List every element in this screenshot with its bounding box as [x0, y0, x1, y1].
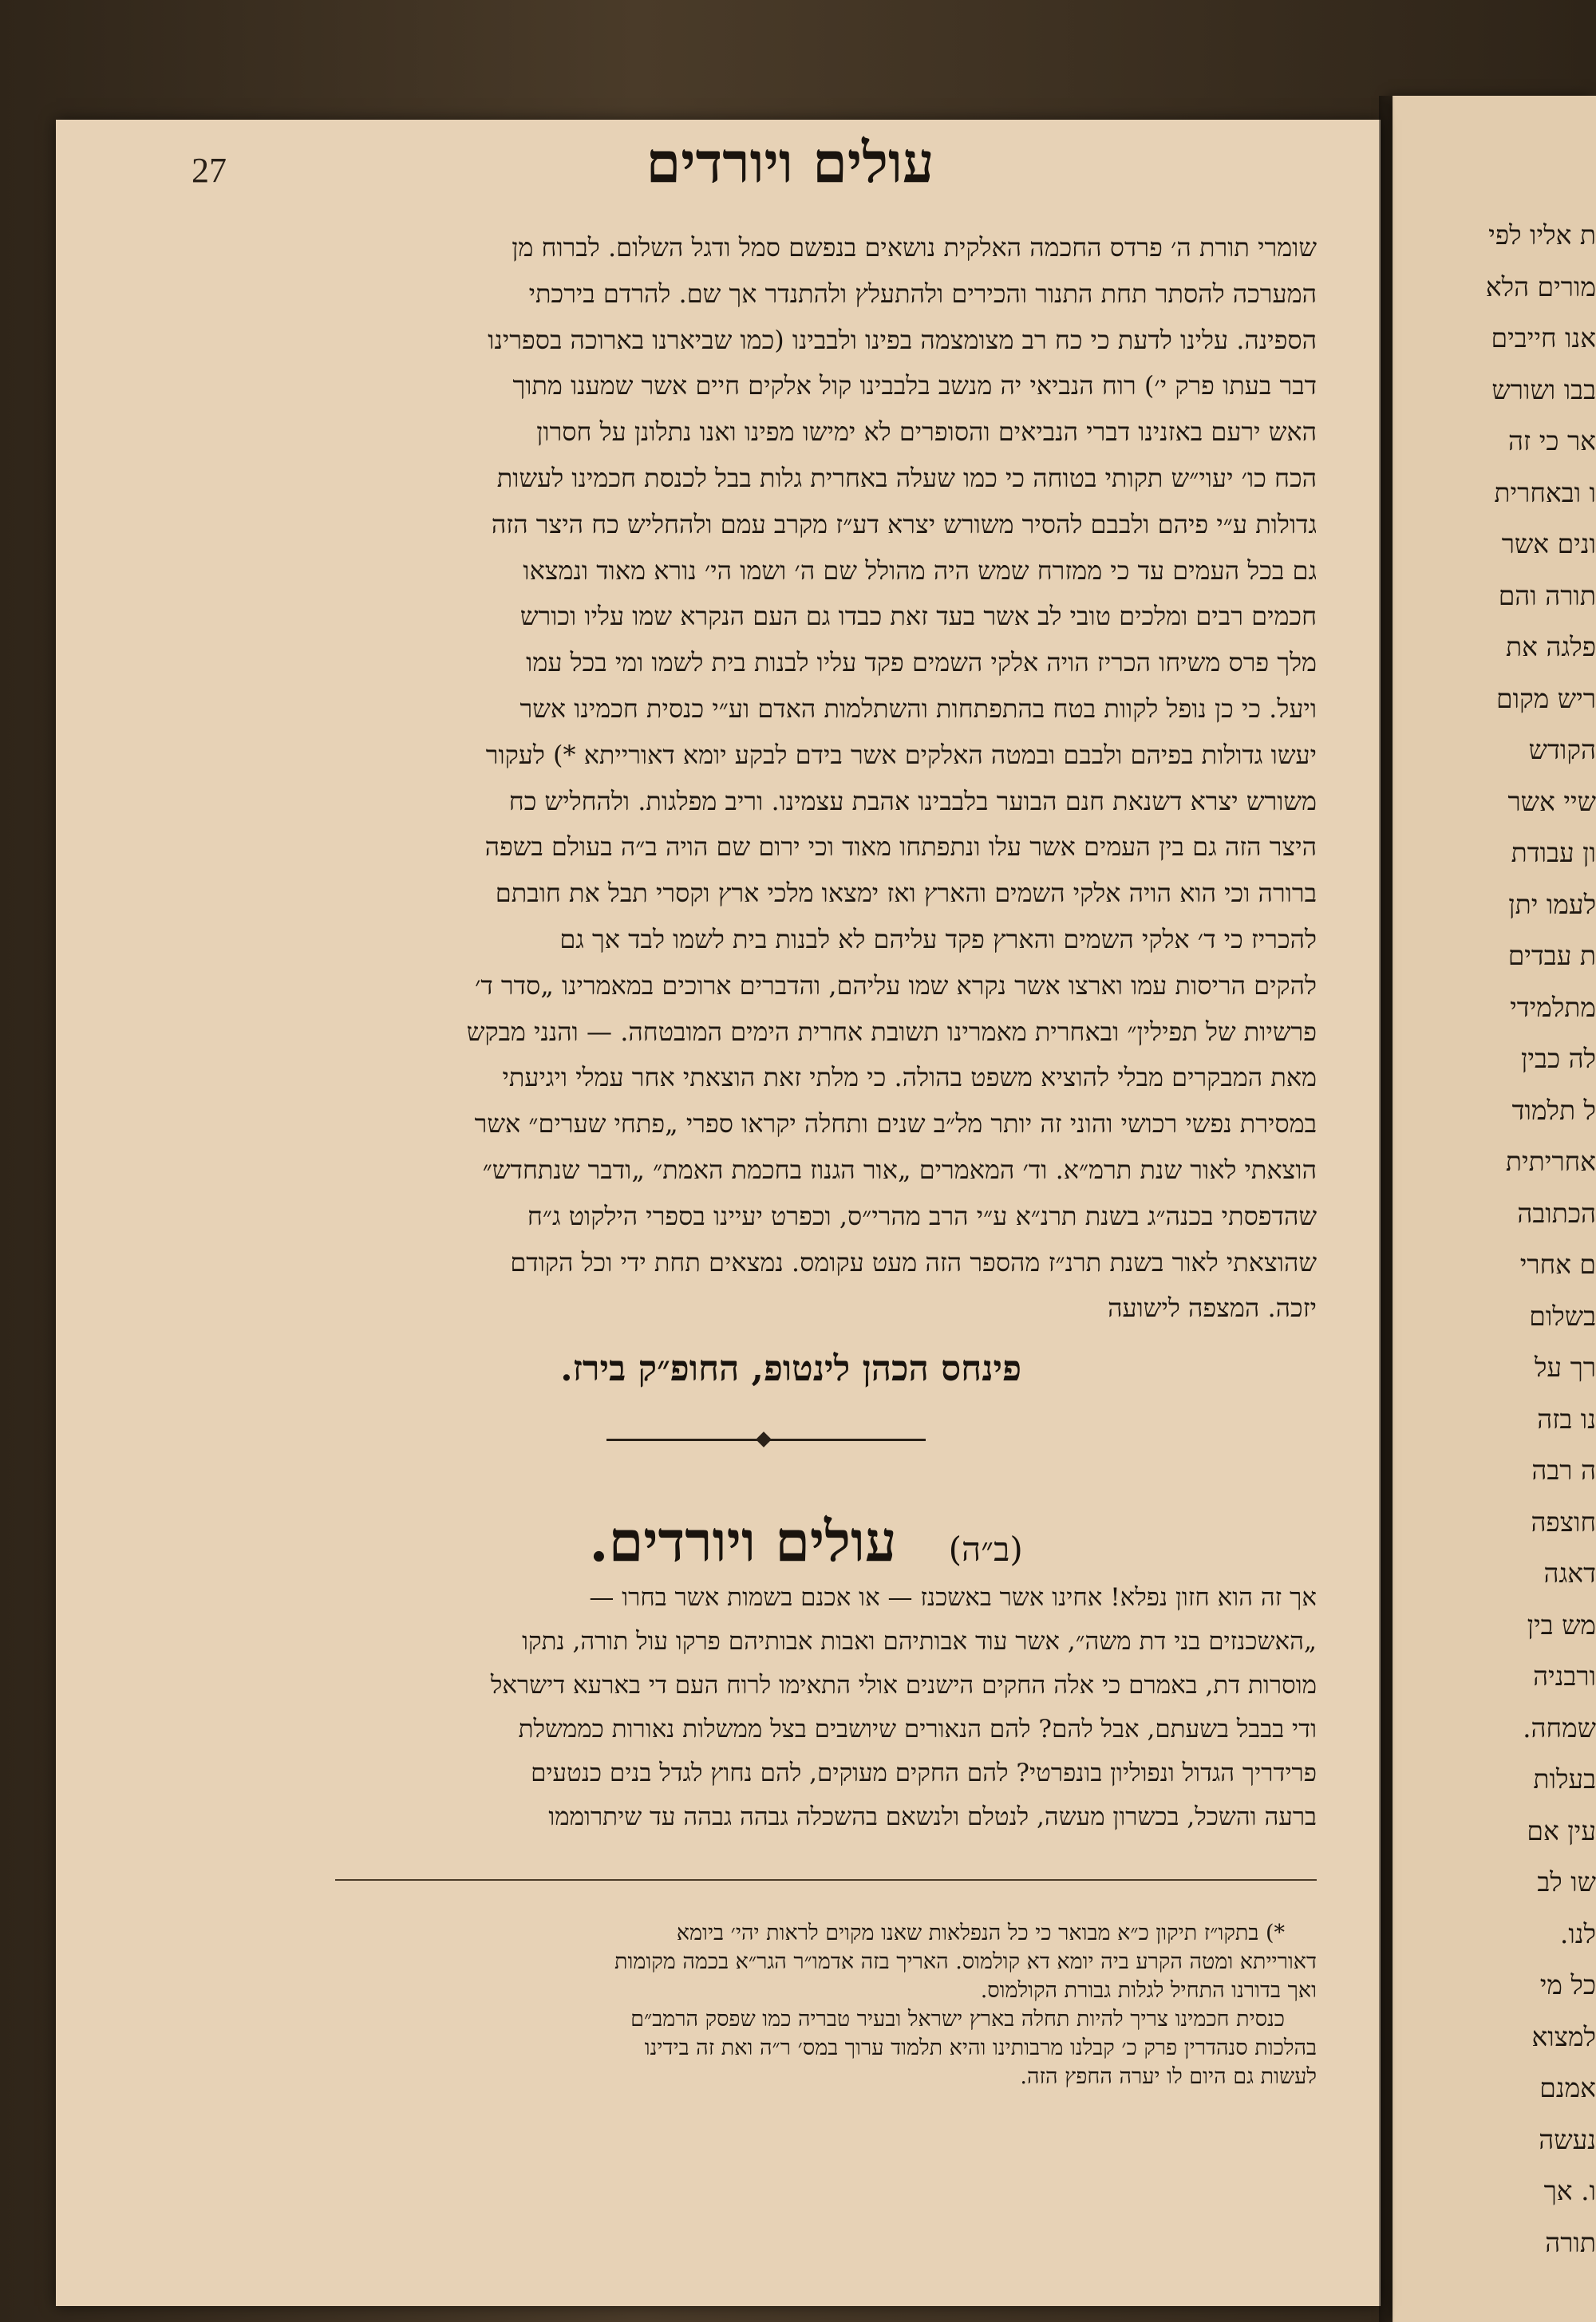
text-line: בהלכות סנהדרין פרק כ׳ קבלנו מרבותינו והיא תלמוד ערוך במס׳ ר״ה ואת זה בידינו [644, 2036, 1317, 2060]
facing-page-fragment: ו ובאחרית [1494, 476, 1596, 508]
facing-page-fragment: פלגה את [1505, 631, 1596, 662]
text-line: מאת המבקרים מבלי להוציא משפט בהולה. כי מלתי זאת הוצאתי אחר עמלי ויגיעתי [502, 1062, 1317, 1093]
facing-page-fragment: ם אחרי [1519, 1249, 1596, 1280]
spine-shadow [1379, 96, 1395, 2322]
facing-page-fragment: הקודש [1528, 734, 1596, 765]
facing-page-fragment: עין אם [1527, 1815, 1596, 1846]
text-line: מלך פרס משיחו הכריז הויה אלקי השמים פקד עליו לבנות בית לשמו ומי בכל עמו [526, 647, 1317, 678]
facing-page-fragment: שו לב [1537, 1866, 1596, 1897]
text-line: ויעל. כי כן נופל לקוות בטח בהתפתחות והשתלמות האדם וע״י כנסית חכמינו אשר [519, 693, 1317, 724]
text-line: שומרי תורת ה׳ פרדס החכמה האלקית נושאים בנפשם סמל ודגל השלום. לברוח מן [512, 232, 1317, 263]
facing-page-fragment: הכתובה [1517, 1197, 1596, 1229]
text-line: הוצאתי לאור שנת תרמ״א. וד׳ המאמרים „אור הגנוז בחכמת האמת״ „ודבר שנתחדש״ [482, 1154, 1317, 1185]
facing-page-fragment: כל מי [1539, 1969, 1596, 2000]
facing-page-fragment: ורבניה [1533, 1661, 1596, 1692]
text-line: המערכה להסתר תחת התנור והכירים ולהתעלץ ולהתנדר אך שם. להרדם בירכתי [528, 278, 1317, 309]
text-line: פרשיות של תפילין״ ובאחרית מאמרינו תשובת אחרית הימים המובטחה. — והנני מבקש [466, 1016, 1317, 1047]
page-number: 27 [192, 151, 227, 190]
text-line: הכח כו׳ יעוי״ש תקותי בטוחה כי כמו שעלה באחרית גלות בבל לכנסת חכמינו לעשות [496, 462, 1317, 493]
facing-page-fragment: מש בין [1527, 1609, 1596, 1641]
facing-page-fragment: לנו. [1559, 1917, 1596, 1949]
text-line: חכמים רבים ומלכים טובי לב אשר בעד זאת כבדו גם העם הנקרא שמו עליו וכורש [519, 601, 1317, 632]
facing-page-fragment: בבו ושורש [1491, 373, 1596, 405]
text-line: במסירת נפשי רכושי והוני זה יותר מל״ב שנים ותחלה יקראו ספרי „פתחי שערים״ אשר [474, 1108, 1317, 1139]
facing-page-fragment: נעשה [1539, 2123, 1596, 2155]
text-line: האש ירעם באזנינו דברי הנביאים והסופרים לא ימישו מפינו ואנו נתלונן על חסרון [536, 417, 1317, 448]
running-head: עולים ויורדים [646, 129, 934, 195]
text-line: מוסרות דת, באמרם כי אלה החקים הישנים אולי התאימו לרוח העם די בארעא דישראל [490, 1671, 1317, 1700]
text-line: ואך בדורנו התחיל לגלות גבורת הקולמוס. [980, 1978, 1317, 2003]
text-line: ודי בבבל בשעתם, אבל להם? להם הנאורים שיושבים בצל ממשלות נאורות כממשלת [518, 1715, 1317, 1743]
text-line: שהדפסתי בכנה״ג בשנת תרנ״א ע״י הרב מהרי״ס, וכפרט יעיינו בספרי הילקוט ג״ח [527, 1200, 1317, 1231]
facing-page-fragment: שמחה. [1523, 1712, 1596, 1743]
facing-page-fragment: ונים אשר [1501, 528, 1596, 559]
facing-page-fragment: ו. אך [1543, 2175, 1596, 2206]
text-line: כנסית חכמינו צריך להיות תחלה בארץ ישראל ובעיר טבריה כמו שפסק הרמב״ם [630, 2007, 1285, 2032]
facing-page-fragment: אר כי זה [1508, 425, 1596, 456]
text-line: דבר בעתו פרק י׳) רוח הנביאי יה מנשב בלבבינו קול אלקים חיים אשר שמענו מתוך [512, 370, 1317, 401]
facing-page-fragment: בשלום [1529, 1300, 1596, 1332]
facing-page-fragment: למצוא [1531, 2020, 1596, 2052]
facing-page-fragment: מורים הלא [1485, 271, 1596, 302]
facing-page-fragment: אנו חייבים [1491, 322, 1596, 353]
facing-page-fragment: ריש מקום [1496, 682, 1596, 714]
section-title: עולים ויורדים. [589, 1508, 897, 1574]
facing-page-fragment: דאגה [1543, 1558, 1596, 1589]
text-line: „האשכנזים בני דת משה״, אשר עוד אבותיהם ואבות אבותיהם פרקו עול תורה, נתקו [522, 1627, 1317, 1656]
text-line: יעשו גדולות בפיהם ולבבם ובמטה האלקים אשר בידם לבקע יומא דאורייתא *) לעקור [485, 739, 1317, 770]
facing-page-fragment: תורה [1545, 2226, 1596, 2258]
facing-page-fragment: אחריתית [1505, 1146, 1596, 1177]
facing-page-fragment: שיי אשר [1507, 785, 1596, 817]
text-line: ברורה וכי הוא הויה אלקי השמים והארץ ואז ימצאו מלכי ארץ וקסרי תבל את חובתם [495, 878, 1317, 909]
text-line: ברעה והשכל, בכשרון מעשה, לנטלם ולנשאם בהשכלה גבהה גבהה עד שיתרוממו [548, 1803, 1317, 1831]
bh-mark: (ב״ה) [948, 1530, 1023, 1569]
facing-page-fragment: אמנם [1539, 2072, 1596, 2103]
text-line: פרידריך הגדול ונפוליון בונפרטי? להם החקים מעוקים, להם נחוץ לגדל בנים כנטעים [531, 1759, 1317, 1787]
facing-page-fragment: חוצפה [1531, 1506, 1596, 1538]
article-body [184, 225, 1317, 1332]
facing-page-fragment: ה רבה [1531, 1455, 1596, 1486]
facing-page [1393, 96, 1596, 2322]
text-line: משורש יצרא דשנאת חנם הבוער בלבבינו אהבת עצמינו. וריב מפלגות. ולהחליש כח [508, 785, 1317, 816]
facing-page-fragment: ל תלמוד [1511, 1094, 1596, 1126]
facing-page-fragment: לה כבין [1520, 1043, 1596, 1074]
text-line: הספינה. עלינו לדעת כי כח רב מצומצמה בפינו ולבבינו (כמו שביארנו בארוכה בספרינו [488, 324, 1317, 355]
section-divider [606, 1439, 926, 1441]
facing-page-fragment: בעלות [1533, 1763, 1596, 1795]
section-body [184, 1576, 1317, 1839]
text-line: יזכה. המצפה לישועה [1108, 1293, 1317, 1324]
text-line: *) בתקו״ז תיקון כ״א מבואר כי כל הנפלאות שאנו מקוים לראות יהי׳ ביומא [676, 1921, 1285, 1945]
text-line: אך זה הוא חזון נפלא! אחינו אשר באשכנז — או אכנם בשמות אשר בחרו — [589, 1583, 1317, 1612]
text-line: דאורייתא ומטה הקרע ביה יומא דא קולמוס. האריך בזה אדמו״ר הגר״א בכמה מקומות [614, 1949, 1317, 1974]
facing-page-fragment: תורה והם [1498, 579, 1596, 611]
facing-page-fragment: לעמו יתן [1508, 888, 1596, 920]
text-line: היצר הזה גם בין העמים אשר עלו ונתפתחו מאוד וכי ירום שם הויה ב״ה בעולם בשפה [484, 831, 1317, 863]
footnotes [184, 1919, 1317, 2091]
text-line: להכריז כי ד׳ אלקי השמים והארץ פקד עליהם לא לבנות בית לשמו לבד אך גם [559, 923, 1317, 954]
facing-page-fragment: ת עבדים [1507, 940, 1596, 971]
footnote-rule [335, 1879, 1317, 1881]
section-heading [503, 1508, 1109, 1575]
facing-page-fragment: נו בזה [1537, 1403, 1596, 1435]
text-line: לעשות גם היום לו יערה החפץ הזה. [1020, 2064, 1317, 2089]
text-line: גם בכל העמים עד כי ממזרח שמש היה מהולל שם ה׳ ושמו הי׳ נורא מאוד ונמצאו [523, 555, 1317, 586]
facing-page-fragment: ון עבודת [1511, 837, 1596, 868]
facing-page-fragment: מתלמידי [1510, 991, 1596, 1023]
text-line: להקים הריסות עמו וארצו אשר נקרא שמו עליהם, והדברים ארוכים במאמרינו „סדר ד׳ [474, 969, 1317, 1001]
facing-page-fragment: רך על [1534, 1352, 1596, 1383]
facing-page-fragment: ת אליו לפי [1488, 219, 1596, 251]
text-line: גדולות ע״י פיהם ולבבם להסיר משורש יצרא דע״ז מקרב עמם ולהחליש כח היצר הזה [491, 508, 1317, 539]
text-line: שהוצאתי לאור בשנת תרנ״ז מהספר הזה מעט עקומס. נמצאים תחת ידי וכל הקודם [510, 1246, 1317, 1277]
author-signature: פינחס הכהן לינטופ, החופ״ק בירז. [560, 1349, 1021, 1389]
